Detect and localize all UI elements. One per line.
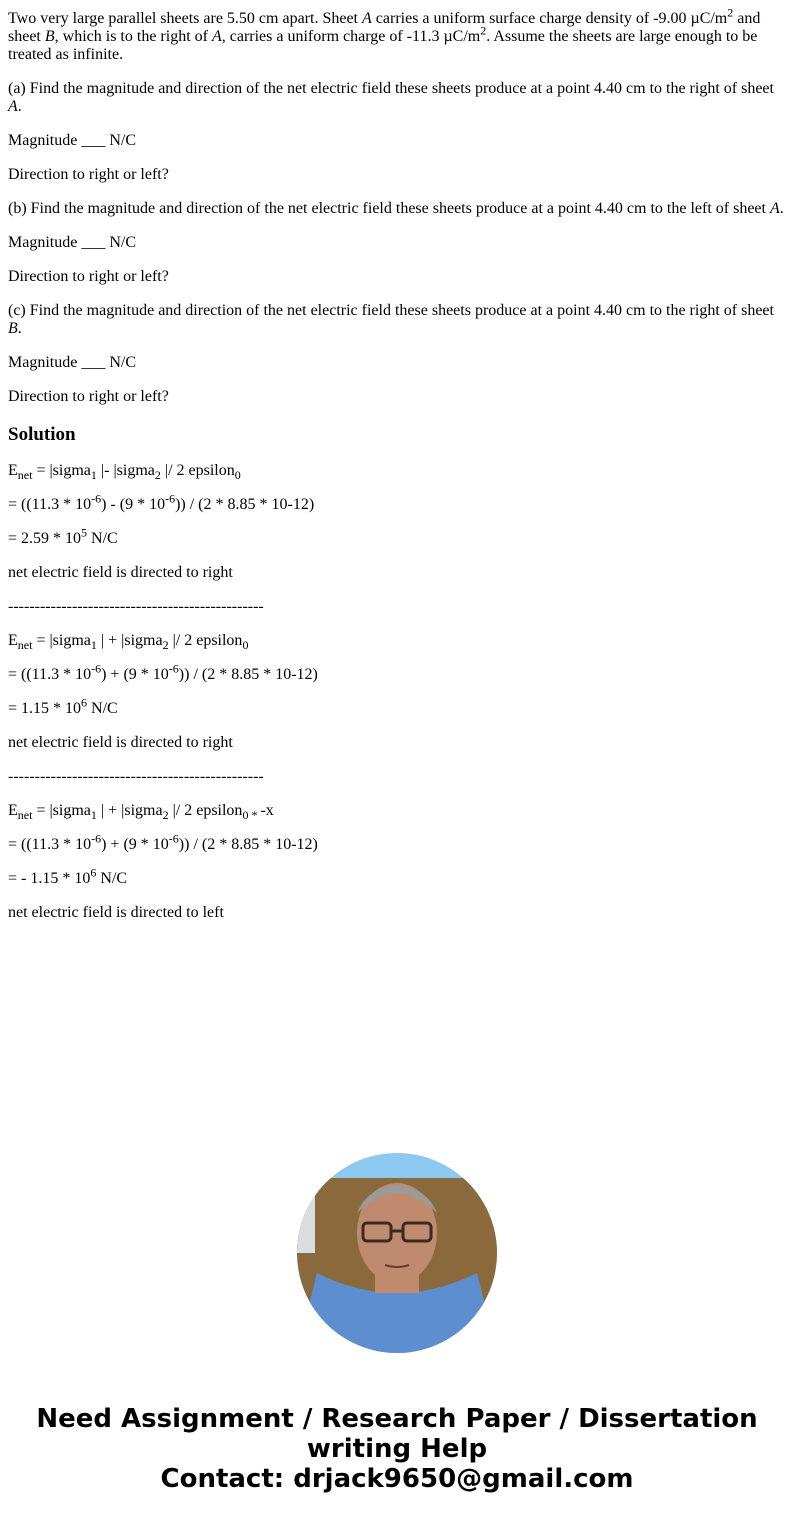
part-c-question: (c) Find the magnitude and direction of the net electric field these sheets produce at a point 4.40 cm to the right of sheet B. [8,302,774,337]
portrait-image [297,1153,497,1353]
wall-switchboard [297,1193,315,1253]
part-a-magnitude: Magnitude ___ N/C [8,132,136,149]
solution-b-substitution: = $((11.3 * 10^{-6}) + (9 * 10^{-6})) / (2 * 8.85 * 10-12)$ [8,661,318,683]
solution-c-result: = - $1.15 * 10^6$ N/C [8,865,128,887]
part-b-magnitude: Magnitude ___ N/C [8,234,136,251]
part-a-direction: Direction to right or left? [8,166,169,183]
solution-a-substitution: = $((11.3 * 10^{-6}) - (9 * 10^{-6})) / (2 * 8.85 * 10-12)$ [8,491,315,513]
author-photo [297,1153,497,1353]
divider: ------------------------------------------------ [8,598,264,615]
solution-b-formula: $E_{net}$ = |sigma$_1$ | + |sigma$_2$ |/ 2 epsilon$_0$ [8,632,249,653]
document-body [8,0,786,938]
part-c-direction: Direction to right or left? [8,388,169,405]
part-a-question: (a) Find the magnitude and direction of the net electric field these sheets produce at a point 4.40 cm to the right of sheet A. [8,80,774,115]
part-c-magnitude: Magnitude ___ N/C [8,354,136,371]
footer-line-2: writing Help [306,1434,488,1464]
solution-heading: Solution [8,424,76,445]
footer-contact: Contact: drjack9650@gmail.com [160,1464,634,1494]
solution-c-formula: $E_{net}$ = |sigma$_1$ | + |sigma$_2$ |/ 2 epsilon$_{0 *}$ -x [8,802,274,823]
part-b-question: (b) Find the magnitude and direction of the net electric field these sheets produce at a point 4.40 cm to the left of sheet A. [8,200,784,217]
footer-line-1: Need Assignment / Research Paper / Dissertation [36,1404,758,1434]
divider: ------------------------------------------------ [8,768,264,785]
problem-statement: Two very large parallel sheets are 5.50 cm apart. Sheet A carries a uniform surface charge density of -9.00 $\mu C/m^2$ and sheet B, which is to the right of A, carries a uniform charge of -11.3 $\mu C/m^2$. Assume the sheets are large enough to be treated as infinite. [8,5,761,63]
footer-banner [0,1404,794,1494]
part-b-direction: Direction to right or left? [8,268,169,285]
solution-a-result: = $2.59 * 10^5$ N/C [8,525,118,547]
solution-b-direction: net electric field is directed to right [8,734,233,751]
solution-a-formula: $E_{net}$ = |sigma$_1$ |- |sigma$_2$ |/ 2 epsilon$_0$ [8,462,241,483]
solution-a-direction: net electric field is directed to right [8,564,233,581]
solution-b-result: = $1.15 * 10^6$ N/C [8,695,118,717]
solution-c-substitution: = $((11.3 * 10^{-6}) + (9 * 10^{-6})) / (2 * 8.85 * 10-12)$ [8,831,318,853]
solution-c-direction: net electric field is directed to left [8,904,224,921]
